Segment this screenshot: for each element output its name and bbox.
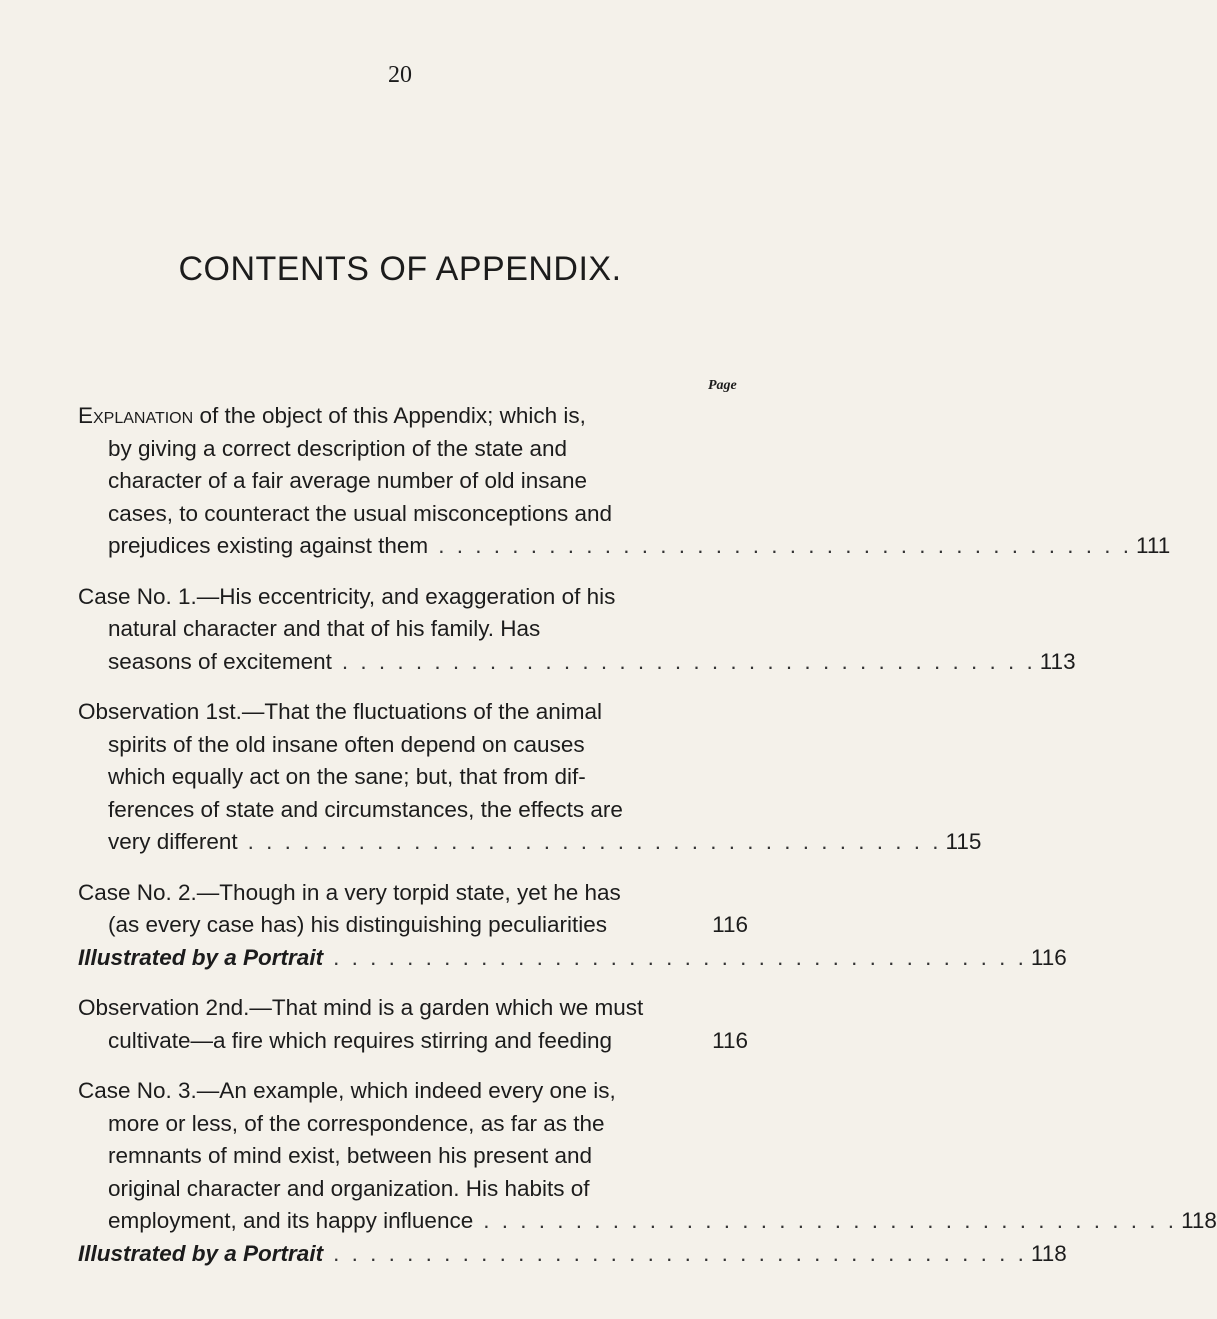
toc-entry-line: employment, and its happy influence <box>108 1208 474 1233</box>
toc-entry-line: ferences of state and circumstances, the effects are <box>108 796 623 822</box>
toc-entry-line: Illustrated by a Portrait <box>78 1240 324 1266</box>
toc-entry-line: seasons of excitement <box>108 648 332 674</box>
toc-entry-line: by giving a correct description of the state and <box>108 435 568 461</box>
toc-page-number: 111 <box>1136 533 1171 558</box>
toc-entry-line: original character and organization. His habits of <box>108 1175 590 1201</box>
toc-entry-line: more or less, of the correspondence, as far as the <box>108 1110 605 1136</box>
page-column-label: Page <box>708 378 737 393</box>
toc-entry <box>78 992 748 1057</box>
dot-leader: . . . . . . . . . . . . . . . . . . . . . . . . . . . . . . . . . . . . . . <box>247 829 942 854</box>
toc-entry-line: cases, to counteract the usual misconceptions and <box>108 500 613 526</box>
toc-entry-last-line <box>78 1205 1217 1238</box>
dot-leader: . . . . . . . . . . . . . . . . . . . . . . . . . . . . . . . . . . . . . . <box>333 1240 1027 1266</box>
toc-entry-first-line: Case No. 1.—His eccentricity, and exaggeration of his <box>78 583 616 609</box>
toc-entry-line: natural character and that of his family. Has <box>108 616 541 641</box>
toc-entry-line: which equally act on the sane; but, that from dif- <box>108 764 586 789</box>
toc-entry-last-line <box>78 1025 748 1058</box>
toc-entry-line: spirits of the old insane often depend on causes <box>108 731 585 757</box>
toc-entry-last-line <box>78 530 1171 563</box>
toc-entry-last-line <box>78 942 1067 975</box>
toc-page-number: 116 <box>712 912 748 937</box>
toc-entry-illustration <box>78 942 1067 975</box>
toc-entry <box>78 877 748 942</box>
toc-entry-line: prejudices existing against them <box>108 533 429 558</box>
toc-entry-first-line <box>78 400 748 433</box>
toc-entry-first-line: Observation 2nd.—That mind is a garden which we must <box>78 995 644 1020</box>
toc-page-number: 118 <box>1030 1240 1067 1266</box>
toc-page-number: 116 <box>1030 944 1067 970</box>
page-title: CONTENTS OF APPENDIX. <box>178 250 622 288</box>
toc-entry-line: character of a fair average number of old insane <box>108 468 588 493</box>
toc-entry-line: cultivate—a fire which requires stirring and feeding <box>108 1027 612 1053</box>
toc-page-number: 116 <box>712 1027 748 1053</box>
toc-entry-line: (as every case has) his distinguishing peculiarities <box>108 912 607 937</box>
toc-entry-last-line <box>78 646 1076 679</box>
dot-leader: . . . . . . . . . . . . . . . . . . . . . . . . . . . . . . . . . . . . . . <box>341 648 1036 674</box>
toc-entry-text: of the object of this Appendix; which is, <box>193 403 586 428</box>
toc-page-number: 118 <box>1181 1208 1217 1233</box>
dot-leader: . . . . . . . . . . . . . . . . . . . . . . . . . . . . . . . . . . . . . . <box>438 533 1133 558</box>
toc-entry <box>78 400 1171 563</box>
toc-entry-first-line: Case No. 3.—An example, which indeed every one is, <box>78 1078 616 1103</box>
toc-entry-first-line: Observation 1st.—That the fluctuations of the animal <box>78 699 603 724</box>
toc-entry <box>78 696 982 859</box>
toc-entry <box>78 1075 1217 1238</box>
toc-page-number: 113 <box>1039 648 1076 674</box>
toc-entry-illustration <box>78 1238 1067 1271</box>
toc-entry <box>78 581 1076 679</box>
toc-page-number: 115 <box>945 829 982 854</box>
toc-entry-line: very different <box>108 829 238 854</box>
table-of-contents <box>78 400 1217 1288</box>
toc-entry-last-line <box>78 826 982 859</box>
page-number: 20 <box>388 62 412 88</box>
toc-entry-line: Illustrated by a Portrait <box>78 944 324 970</box>
dot-leader: . . . . . . . . . . . . . . . . . . . . . . . . . . . . . . . . . . . . . . <box>333 944 1027 970</box>
toc-entry-lead-word: Explanation <box>78 403 194 428</box>
dot-leader: . . . . . . . . . . . . . . . . . . . . . . . . . . . . . . . . . . . . . . <box>483 1208 1178 1233</box>
toc-entry-first-line: Case No. 2.—Though in a very torpid state, yet he has <box>78 879 621 905</box>
toc-entry-last-line <box>78 909 748 942</box>
toc-entry-line: remnants of mind exist, between his present and <box>108 1143 593 1168</box>
toc-entry-last-line <box>78 1238 1067 1271</box>
